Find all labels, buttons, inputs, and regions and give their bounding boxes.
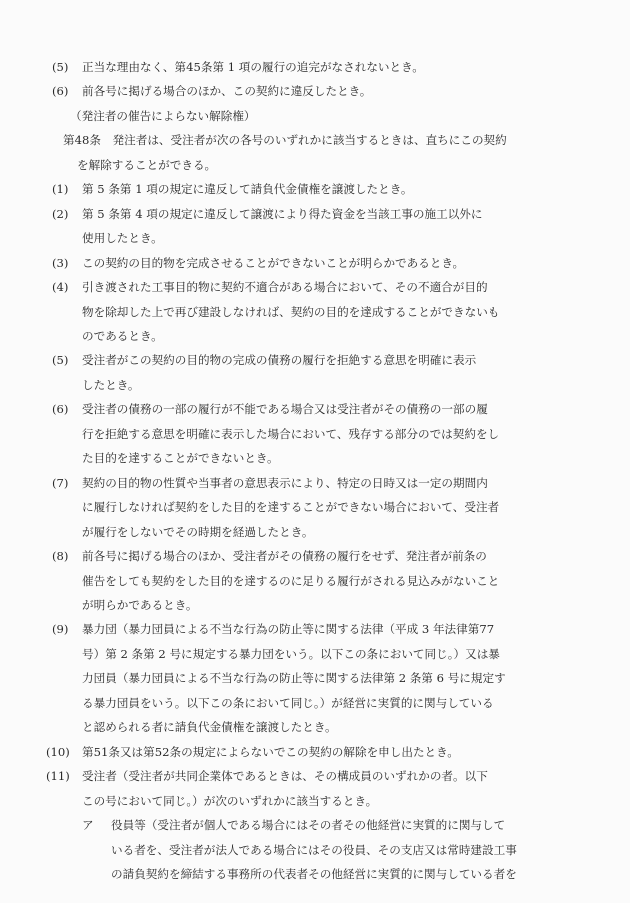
item-marker: (6) [52,84,69,99]
item-marker: (5) [52,353,69,368]
item-first-line: 受注者がこの契約の目的物の完成の債務の履行を拒絶する意思を明確に表示 [82,353,477,368]
item-continuation-line: 号）第 2 条第 2 号に規定する暴力団をいう。以下この条において同じ。）又は暴 [82,646,500,661]
item-continuation-line: この号において同じ。）が次のいずれかに該当するとき。 [82,793,378,808]
section-heading [63,104,567,128]
item-continuation-line: に履行しなければ契約をした目的を達することができない場合において、受注者 [82,500,500,515]
item-first-line: 暴力団（暴力団員による不当な行為の防止等に関する法律（平成 3 年法律第77 [82,622,495,637]
item-first-line: 前各号に掲げる場合のほか、この契約に違反したとき。 [82,84,372,99]
numbered-item [52,348,567,397]
numbered-item [52,79,567,103]
item-first-line: この契約の目的物を完成させることができないことが明らかであるとき。 [82,255,465,270]
article-paragraph [63,128,567,177]
item-continuation-line: 使用したとき。 [82,231,163,246]
item-continuation-line: したとき。 [82,377,140,392]
item-first-line: 第51条又は第52条の規定によらないでこの契約の解除を申し出たとき。 [82,744,459,759]
item-marker: (2) [52,206,69,221]
item-continuation-line: 力団員（暴力団員による不当な行為の防止等に関する法律第 2 条第 6 号に規定す [82,671,506,686]
item-continuation-line: が明らかであるとき。 [82,597,198,612]
item-marker: (5) [52,60,69,74]
item-marker: (6) [52,402,69,417]
item-marker: (8) [52,549,69,564]
item-marker: (9) [52,622,69,637]
numbered-item [52,251,567,275]
item-first-line: 前各号に掲げる場合のほか、受注者がその債務の履行をせず、発注者が前条の [82,549,487,564]
item-marker: (3) [52,255,69,270]
section-heading-text: （発注者の催告によらない解除権） [70,108,256,123]
item-first-line: 契約の目的物の性質や当事者の意思表示により、特定の日時又は一定の期間内 [82,475,488,490]
item-first-line: 受注者（受注者が共同企業体であるときは、その構成員のいずれかの者。以下 [82,769,488,784]
numbered-item [46,740,567,764]
item-first-line: 引き渡された工事目的物に契約不適合がある場合において、その不適合が目的 [82,280,488,295]
numbered-item [52,471,567,544]
numbered-item [46,764,567,813]
item-marker: (1) [52,182,69,197]
item-continuation-line: が履行をしないでその時期を経過したとき。 [82,524,314,539]
item-continuation-line: のであるとき。 [82,328,163,343]
item-first-line: 受注者の債務の一部の履行が不能である場合又は受注者がその債務の一部の履 [82,402,488,417]
item-marker: (4) [52,280,69,295]
numbered-item [52,275,567,348]
numbered-item [52,617,567,739]
item-marker: (11) [46,769,70,784]
numbered-item [52,202,567,251]
numbered-item [52,397,567,470]
document-body [46,55,567,886]
item-marker: (10) [46,744,70,759]
numbered-item [52,55,567,79]
article-first-line: 第48条 発注者は、受注者が次の各号のいずれかに該当するときは、直ちにこの契約 [63,133,507,148]
sub-item-marker: ア [82,818,94,833]
item-continuation-line: た目的を達することができないとき。 [82,451,279,466]
numbered-item [52,544,567,617]
item-continuation-line: の請負契約を締結する事務所の代表者その他経営に実質的に関与している者を [111,866,517,881]
item-continuation-line: 催告をしても契約をした目的を達するのに足りる履行がされる見込みがないこと [82,573,500,588]
article-continuation-line: を解除することができる。 [77,157,217,172]
item-first-line: 役員等（受注者が個人である場合にはその者その他経営に実質的に関与して [111,818,506,833]
item-continuation-line: いる者を、受注者が法人である場合にはその役員、その支店又は常時建設工事 [111,842,517,857]
item-first-line: 第 5 条第 4 項の規定に違反して譲渡により得た資金を当該工事の施工以外に [82,206,483,221]
item-first-line: 第 5 条第 1 項の規定に違反して請負代金債権を譲渡したとき。 [82,182,413,197]
item-marker: (7) [52,475,69,490]
item-first-line: 正当な理由なく、第45条第 1 項の履行の追完がなされないとき。 [82,60,424,74]
item-continuation-line: 物を除却した上で再び建設しなければ、契約の目的を達成することができないも [82,304,500,319]
sub-item [63,813,567,886]
item-continuation-line: と認められる者に請負代金債権を譲渡したとき。 [82,720,337,735]
item-continuation-line: 行を拒絶する意思を明確に表示した場合において、残存する部分のでは契約をし [82,426,500,441]
item-continuation-line: る暴力団員をいう。以下この条において同じ。）が経営に実質的に関与している [82,695,494,710]
numbered-item [52,177,567,201]
